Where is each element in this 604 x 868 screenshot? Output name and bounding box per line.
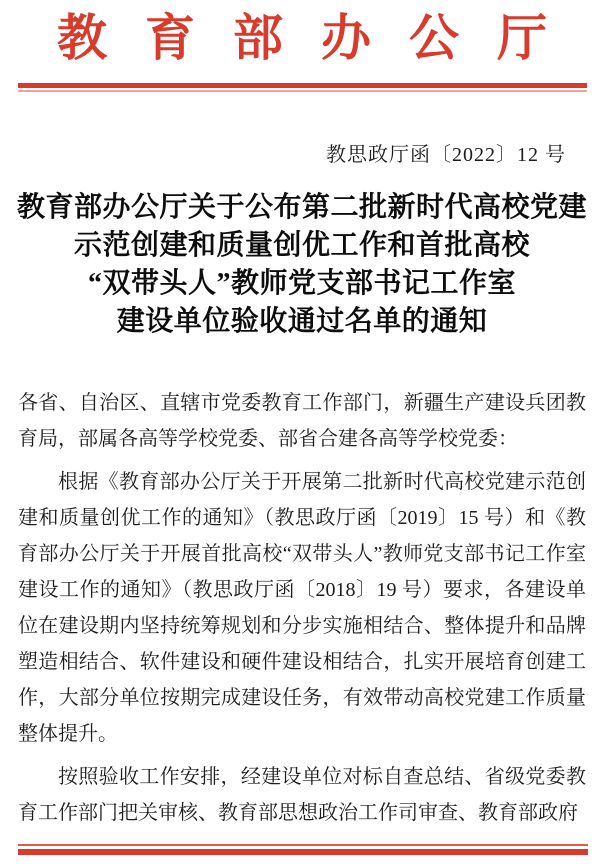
agency-masthead: 教育部办公厅: [57, 10, 585, 66]
document-title: [8, 189, 596, 341]
title-line-3: “双带头人”教师党支部书记工作室: [87, 268, 516, 299]
body-paragraph-2: 按照验收工作安排，经建设单位对标自查总结、省级党委教育工作部门把关审核、教育部思想政治工作司审查、教育部政府: [18, 766, 586, 824]
title-line-4: 建设单位验收通过名单的通知: [116, 306, 488, 337]
document-body: [18, 385, 586, 831]
footer-divider: [18, 844, 588, 855]
title-line-1: 教育部办公厅关于公布第二批新时代高校党建: [16, 192, 587, 223]
footer-divider-thick-line: [18, 849, 588, 855]
salutation-line: 各省、自治区、直辖市党委教育工作部门，新疆生产建设兵团教育局，部属各高等学校党委、部省合建各高等学校党委：: [18, 392, 586, 450]
header-divider: [18, 83, 587, 92]
document-page: [0, 6, 604, 868]
header-divider-thick-line: [18, 83, 587, 88]
document-number: 教思政厅函〔2022〕12 号: [326, 144, 566, 166]
title-line-2: 示范创建和质量创优工作和首批高校: [73, 230, 530, 261]
header-divider-thin-line: [18, 90, 587, 92]
footer-divider-thin-line: [18, 844, 588, 846]
body-paragraph-1: 根据《教育部办公厅关于开展第二批新时代高校党建示范创建和质量创优工作的通知》（教思政厅函〔2019〕15 号）和《教育部办公厅关于开展首批高校“双带头人”教师党支部书记工作室建设工作的通知》（教思政厅函〔2018〕19 号）要求，各建设单位在建设期内坚持统筹规划和分步实施相结合、整体提升和品牌塑造相结合、软件建设和硬件建设相结合，扎实开展培育创建工作，大部分单位按期完成建设任务，有效带动高校党建工作质量整体提升。: [18, 471, 586, 745]
